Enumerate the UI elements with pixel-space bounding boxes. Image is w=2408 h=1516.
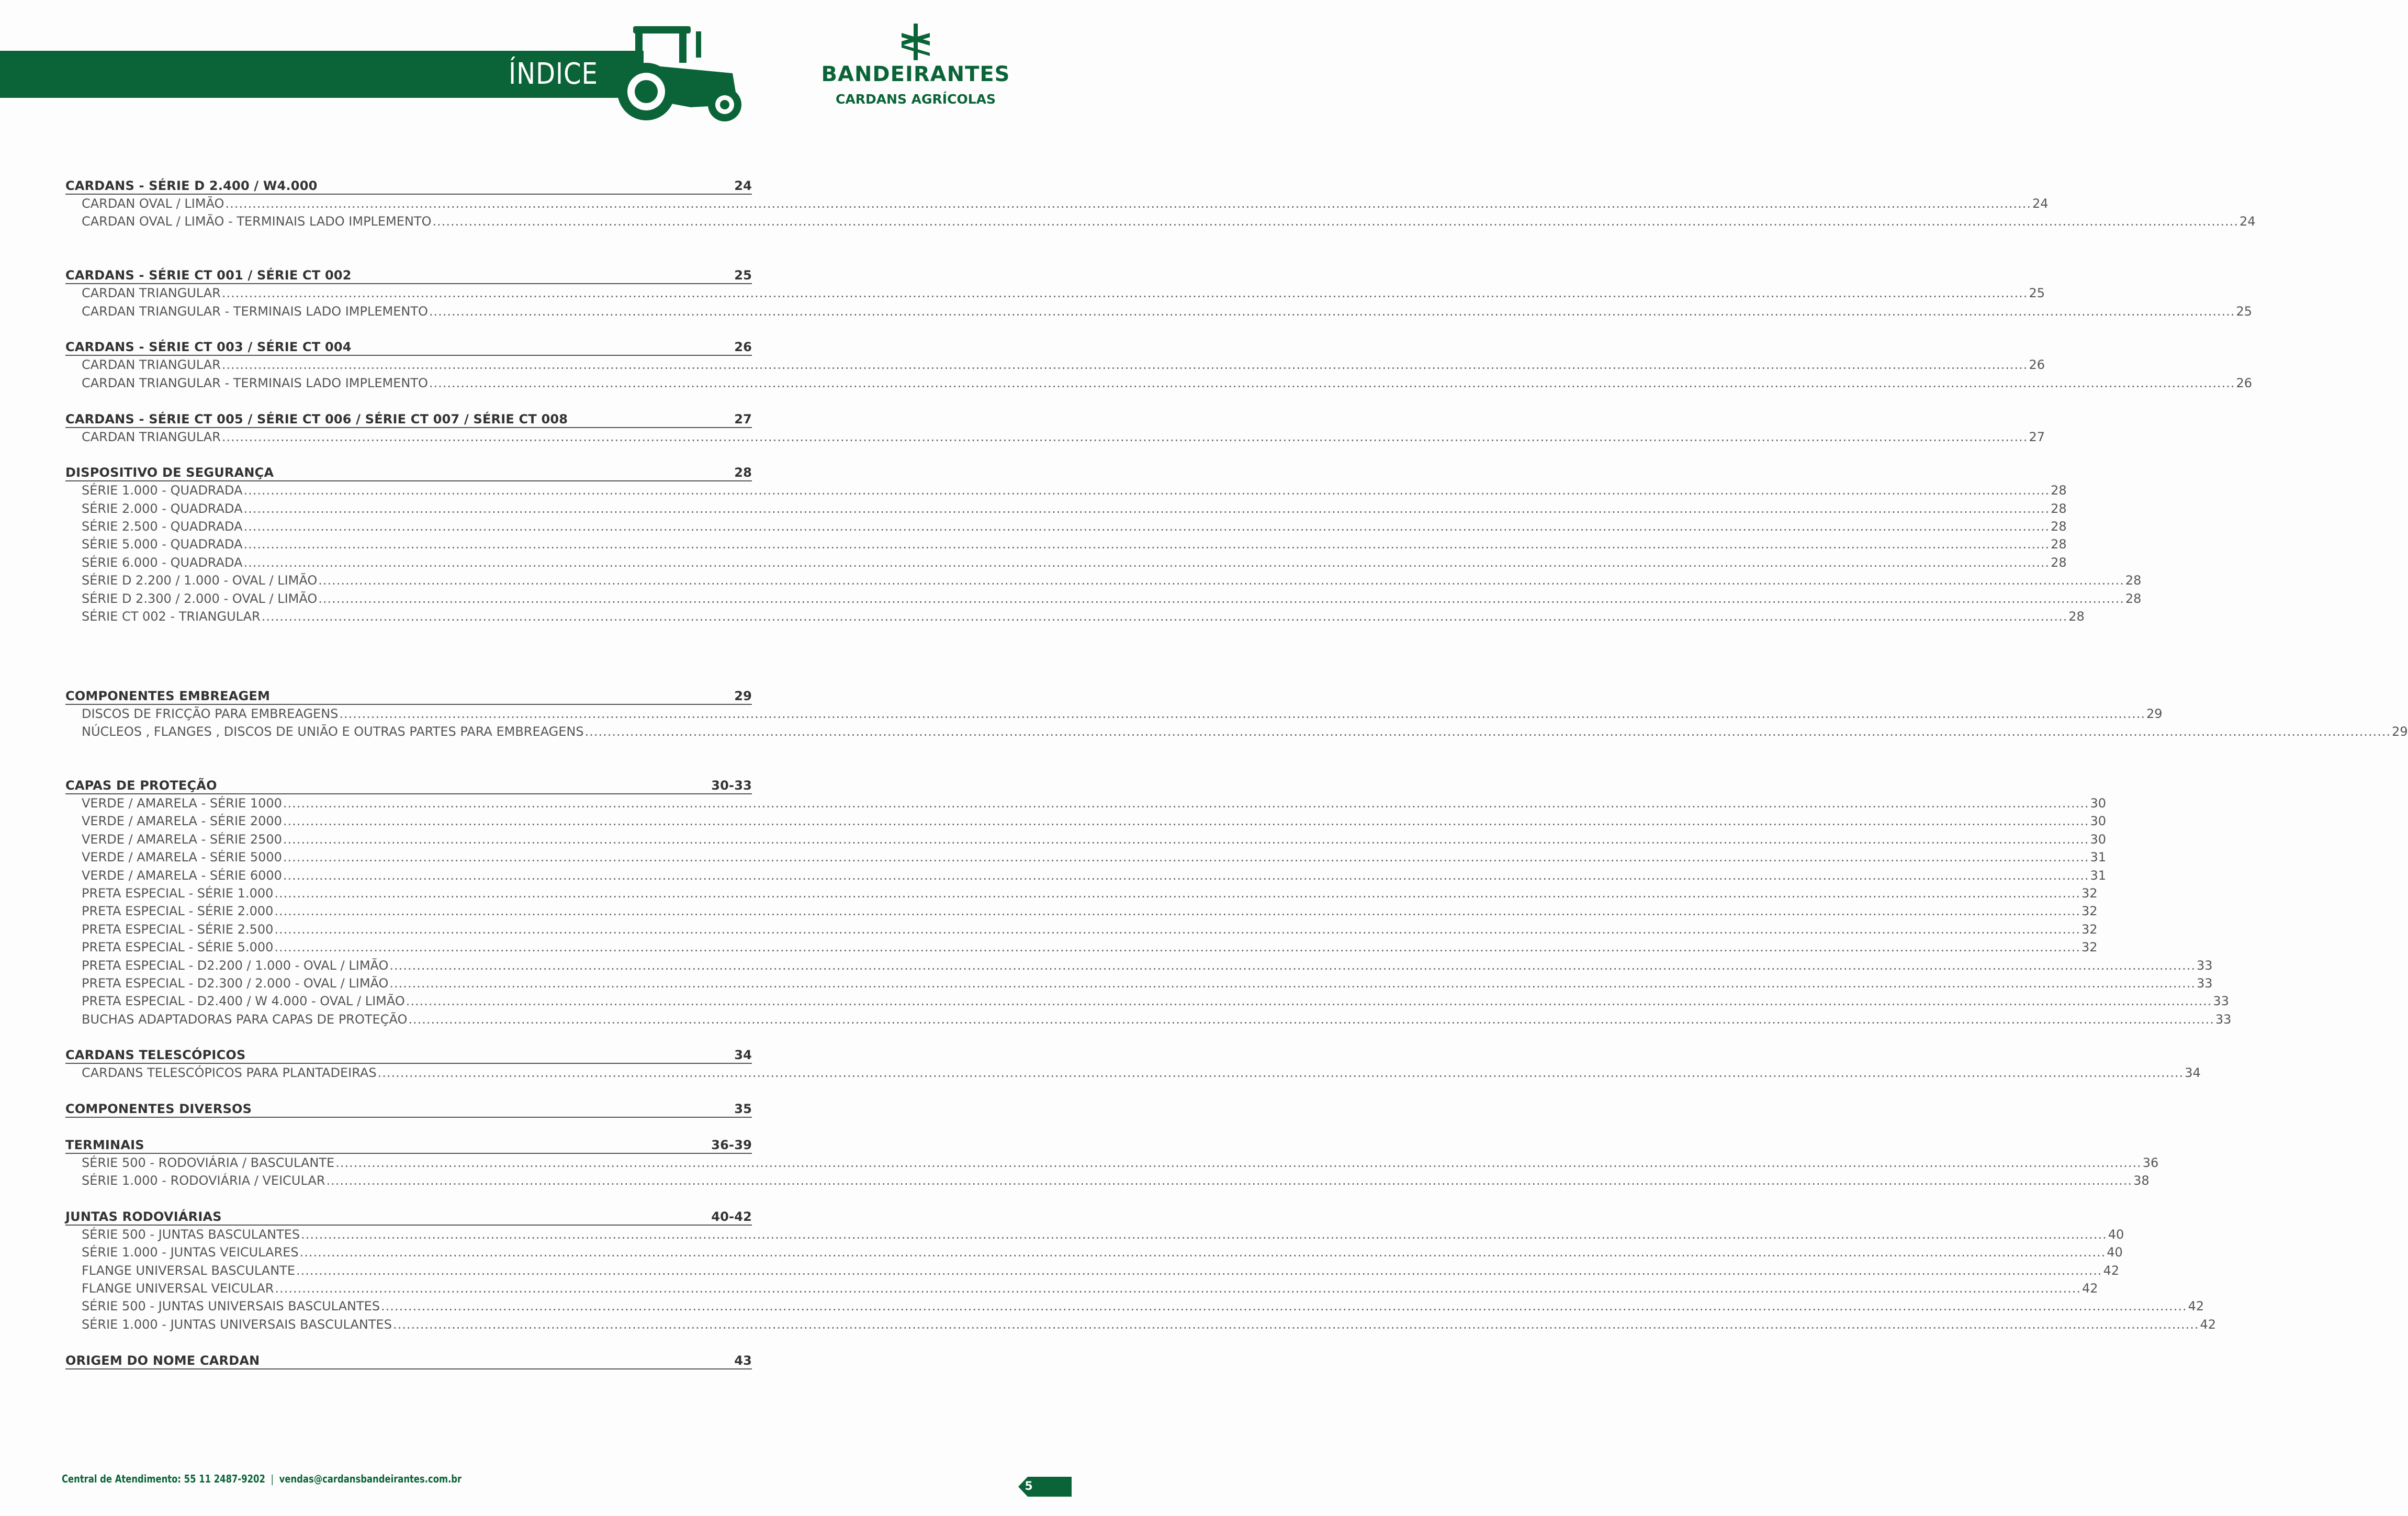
entry-label: VERDE / AMARELA - SÉRIE 2500 xyxy=(82,832,282,847)
entry-page: 42 xyxy=(2200,1317,2216,1332)
entry-label: FLANGE UNIVERSAL VEICULAR xyxy=(82,1281,274,1296)
toc-entry[interactable] xyxy=(65,794,2107,812)
section-title: CARDANS - SÉRIE CT 005 / SÉRIE CT 006 / SÉRIE CT 007 / SÉRIE CT 008 xyxy=(65,411,568,426)
toc-section xyxy=(65,1046,2201,1082)
contact-phone: 2487-9202 xyxy=(213,1473,265,1485)
dot-leader: ................................................................................................................................................................................................................................................................................................................................................................................................................ xyxy=(432,214,2239,229)
entry-page: 31 xyxy=(2090,868,2107,883)
toc-entry[interactable] xyxy=(65,1154,2159,1172)
logo-emblem-icon xyxy=(897,24,934,60)
entry-label: NÚCLEOS , FLANGES , DISCOS DE UNIÃO E OUTRAS PARTES PARA EMBREAGENS xyxy=(82,724,584,739)
toc-entry[interactable] xyxy=(65,830,2107,848)
entry-page: 40 xyxy=(2107,1245,2123,1260)
entry-page: 31 xyxy=(2090,850,2107,865)
dot-leader: ................................................................................................................................................................................................................................................................................................................................................................................................................ xyxy=(274,940,2080,955)
toc-entry[interactable] xyxy=(65,1064,2201,1082)
dot-leader: ................................................................................................................................................................................................................................................................................................................................................................................................................ xyxy=(275,1281,2081,1296)
dot-leader: ................................................................................................................................................................................................................................................................................................................................................................................................................ xyxy=(381,1299,2187,1314)
toc-entry[interactable] xyxy=(65,902,2098,920)
toc-section-heading[interactable] xyxy=(65,777,752,794)
toc-section xyxy=(65,1100,752,1118)
toc-entry[interactable] xyxy=(65,1172,2150,1189)
toc-section-heading[interactable] xyxy=(65,177,752,195)
toc-section-heading[interactable] xyxy=(65,1100,752,1118)
toc-entry[interactable] xyxy=(65,535,2067,553)
entry-page: 38 xyxy=(2133,1173,2150,1188)
toc-entry[interactable] xyxy=(65,212,2256,230)
toc-section-heading[interactable] xyxy=(65,1352,752,1369)
toc-entry[interactable] xyxy=(65,848,2107,866)
entry-label: SÉRIE 5.000 - QUADRADA xyxy=(82,537,243,552)
dot-leader: ................................................................................................................................................................................................................................................................................................................................................................................................................ xyxy=(301,1227,2107,1242)
entry-page: 42 xyxy=(2188,1299,2204,1314)
toc-section-heading[interactable] xyxy=(65,464,752,481)
section-page: 27 xyxy=(734,411,752,426)
section-page: 35 xyxy=(734,1102,752,1117)
toc-entry[interactable] xyxy=(65,1226,2124,1243)
dot-leader: ................................................................................................................................................................................................................................................................................................................................................................................................................ xyxy=(274,885,2080,901)
dot-leader: ................................................................................................................................................................................................................................................................................................................................................................................................................ xyxy=(261,609,2068,624)
toc-entry[interactable] xyxy=(65,1243,2123,1261)
toc-entry[interactable] xyxy=(65,1316,2216,1333)
brand-logo xyxy=(816,24,1015,113)
section-title: COMPONENTES DIVERSOS xyxy=(65,1102,252,1117)
entry-page: 30 xyxy=(2090,832,2107,847)
dot-leader: ................................................................................................................................................................................................................................................................................................................................................................................................................ xyxy=(299,1245,2106,1260)
toc-entry[interactable] xyxy=(65,920,2098,938)
toc-section-heading[interactable] xyxy=(65,1208,752,1226)
section-title: ORIGEM DO NOME CARDAN xyxy=(65,1353,260,1368)
section-title: JUNTAS RODOVIÁRIAS xyxy=(65,1209,222,1224)
toc-entry[interactable] xyxy=(65,884,2098,902)
toc-section-heading[interactable] xyxy=(65,266,752,284)
toc-entry[interactable] xyxy=(65,1279,2098,1297)
entry-label: PRETA ESPECIAL - SÉRIE 5.000 xyxy=(82,940,274,955)
toc-section xyxy=(65,410,2045,446)
page-title: ÍNDICE xyxy=(509,57,598,91)
entry-page: 28 xyxy=(2051,555,2067,570)
entry-label: VERDE / AMARELA - SÉRIE 5000 xyxy=(82,850,282,865)
entry-label: SÉRIE D 2.300 / 2.000 - OVAL / LIMÃO xyxy=(82,591,318,606)
entry-label: BUCHAS ADAPTADORAS PARA CAPAS DE PROTEÇÃO xyxy=(82,1012,408,1027)
entry-label: CARDAN TRIANGULAR - TERMINAIS LADO IMPLEMENTO xyxy=(82,304,428,319)
dot-leader: ................................................................................................................................................................................................................................................................................................................................................................................................................ xyxy=(243,519,2050,534)
section-title: CARDANS - SÉRIE CT 001 / SÉRIE CT 002 xyxy=(65,268,352,283)
toc-entry[interactable] xyxy=(65,1297,2204,1315)
entry-label: PRETA ESPECIAL - D2.200 / 1.000 - OVAL / LIMÃO xyxy=(82,958,389,973)
toc-section xyxy=(65,777,2232,1028)
entry-label: PRETA ESPECIAL - D2.300 / 2.000 - OVAL / LIMÃO xyxy=(82,975,389,991)
entry-label: SÉRIE 500 - JUNTAS BASCULANTES xyxy=(82,1227,300,1242)
entry-label: CARDAN TRIANGULAR xyxy=(82,286,221,301)
toc-entry[interactable] xyxy=(65,1262,2120,1279)
dot-leader: ................................................................................................................................................................................................................................................................................................................................................................................................................ xyxy=(318,573,2124,588)
dot-leader: ................................................................................................................................................................................................................................................................................................................................................................................................................ xyxy=(243,555,2050,570)
page-number: 5 xyxy=(1025,1480,1033,1493)
contact-email[interactable]: vendas@cardansbandeirantes.com.br xyxy=(279,1473,462,1485)
toc-entry[interactable] xyxy=(65,554,2067,571)
entry-page: 28 xyxy=(2125,591,2142,606)
entry-label: VERDE / AMARELA - SÉRIE 2000 xyxy=(82,814,282,829)
dot-leader: ................................................................................................................................................................................................................................................................................................................................................................................................................ xyxy=(283,795,2089,811)
dot-leader: ................................................................................................................................................................................................................................................................................................................................................................................................................ xyxy=(274,904,2080,919)
entry-page: 26 xyxy=(2236,375,2253,390)
entry-label: SÉRIE 1.000 - QUADRADA xyxy=(82,483,243,498)
table-of-contents xyxy=(65,177,2408,1369)
dot-leader: ................................................................................................................................................................................................................................................................................................................................................................................................................ xyxy=(221,357,2028,373)
dot-leader: ................................................................................................................................................................................................................................................................................................................................................................................................................ xyxy=(318,591,2124,606)
toc-section xyxy=(65,1136,2159,1190)
section-title: DISPOSITIVO DE SEGURANÇA xyxy=(65,465,274,480)
entry-page: 33 xyxy=(2196,975,2213,991)
entry-label: SÉRIE 2.500 - QUADRADA xyxy=(82,519,243,534)
section-page: 28 xyxy=(734,465,752,480)
toc-section xyxy=(65,687,2408,741)
entry-page: 40 xyxy=(2108,1227,2124,1242)
entry-page: 28 xyxy=(2125,573,2142,588)
toc-section xyxy=(65,464,2142,625)
toc-entry[interactable] xyxy=(65,356,2045,374)
toc-entry[interactable] xyxy=(65,481,2067,499)
tractor-icon xyxy=(612,21,748,120)
dot-leader: ................................................................................................................................................................................................................................................................................................................................................................................................................ xyxy=(283,832,2089,847)
toc-entry[interactable] xyxy=(65,1010,2232,1028)
entry-page: 34 xyxy=(2185,1065,2201,1081)
toc-section-heading[interactable] xyxy=(65,687,752,705)
entry-label: SÉRIE 1.000 - RODOVIÁRIA / VEICULAR xyxy=(82,1173,325,1188)
toc-section-heading[interactable] xyxy=(65,410,752,428)
toc-section xyxy=(65,266,2253,320)
dot-leader: ................................................................................................................................................................................................................................................................................................................................................................................................................ xyxy=(326,1173,2133,1188)
toc-entry[interactable] xyxy=(65,992,2229,1010)
dot-leader: ................................................................................................................................................................................................................................................................................................................................................................................................................ xyxy=(283,868,2089,883)
toc-entry[interactable] xyxy=(65,428,2045,446)
section-page: 43 xyxy=(734,1353,752,1368)
entry-page: 28 xyxy=(2051,483,2067,498)
toc-section xyxy=(65,1352,752,1369)
toc-section xyxy=(65,1208,2216,1333)
toc-entry[interactable] xyxy=(65,195,2049,212)
entry-label: CARDAN OVAL / LIMÃO xyxy=(82,196,224,211)
toc-entry[interactable] xyxy=(65,590,2142,608)
toc-entry[interactable] xyxy=(65,938,2098,956)
section-page: 36-39 xyxy=(711,1137,752,1152)
section-page: 29 xyxy=(734,688,752,703)
dot-leader: ................................................................................................................................................................................................................................................................................................................................................................................................................ xyxy=(283,850,2089,865)
entry-page: 30 xyxy=(2090,814,2107,829)
section-title: CARDANS - SÉRIE D 2.400 / W4.000 xyxy=(65,178,318,193)
toc-entry[interactable] xyxy=(65,518,2067,535)
toc-entry[interactable] xyxy=(65,723,2408,740)
dot-leader: ................................................................................................................................................................................................................................................................................................................................................................................................................ xyxy=(274,922,2080,937)
section-title: CARDANS TELESCÓPICOS xyxy=(65,1048,246,1063)
dot-leader: ................................................................................................................................................................................................................................................................................................................................................................................................................ xyxy=(429,304,2235,319)
entry-page: 29 xyxy=(2146,706,2163,721)
entry-page: 33 xyxy=(2215,1012,2232,1027)
entry-label: DISCOS DE FRICÇÃO PARA EMBREAGENS xyxy=(82,706,339,721)
entry-label: SÉRIE CT 002 - TRIANGULAR xyxy=(82,609,261,624)
dot-leader: ................................................................................................................................................................................................................................................................................................................................................................................................................ xyxy=(339,706,2145,721)
entry-label: VERDE / AMARELA - SÉRIE 6000 xyxy=(82,868,282,883)
entry-label: SÉRIE 1.000 - JUNTAS VEICULARES xyxy=(82,1245,299,1260)
entry-page: 27 xyxy=(2029,429,2045,444)
entry-label: CARDANS TELESCÓPICOS PARA PLANTADEIRAS xyxy=(82,1065,377,1081)
dot-leader: ................................................................................................................................................................................................................................................................................................................................................................................................................ xyxy=(243,501,2050,516)
entry-page: 29 xyxy=(2392,724,2408,739)
entry-label: SÉRIE 2.000 - QUADRADA xyxy=(82,501,243,516)
entry-page: 28 xyxy=(2068,609,2085,624)
section-page: 24 xyxy=(734,178,752,193)
toc-entry[interactable] xyxy=(65,812,2107,830)
toc-section xyxy=(65,338,2253,392)
entry-label: VERDE / AMARELA - SÉRIE 1000 xyxy=(82,795,282,811)
entry-label: PRETA ESPECIAL - D2.400 / W 4.000 - OVAL / LIMÃO xyxy=(82,994,405,1009)
toc-entry[interactable] xyxy=(65,974,2213,992)
entry-page: 25 xyxy=(2029,286,2045,301)
toc-entry[interactable] xyxy=(65,500,2067,518)
logo-name: BANDEIRANTES xyxy=(821,62,1010,86)
toc-entry[interactable] xyxy=(65,302,2253,320)
entry-label: CARDAN TRIANGULAR xyxy=(82,357,221,373)
section-page: 40-42 xyxy=(711,1209,752,1224)
dot-leader: ................................................................................................................................................................................................................................................................................................................................................................................................................ xyxy=(243,537,2050,552)
toc-entry[interactable] xyxy=(65,867,2107,884)
entry-label: SÉRIE 500 - RODOVIÁRIA / BASCULANTE xyxy=(82,1155,335,1170)
dot-leader: ................................................................................................................................................................................................................................................................................................................................................................................................................ xyxy=(283,814,2089,829)
section-title: CARDANS - SÉRIE CT 003 / SÉRIE CT 004 xyxy=(65,340,352,355)
footer-contact xyxy=(62,1473,462,1485)
dot-leader: ................................................................................................................................................................................................................................................................................................................................................................................................................ xyxy=(225,196,2031,211)
entry-page: 42 xyxy=(2103,1263,2120,1278)
toc-section xyxy=(65,177,2256,231)
entry-label: CARDAN TRIANGULAR - TERMINAIS LADO IMPLEMENTO xyxy=(82,375,428,390)
toc-entry[interactable] xyxy=(65,374,2253,392)
dot-leader: ................................................................................................................................................................................................................................................................................................................................................................................................................ xyxy=(406,994,2212,1009)
entry-page: 32 xyxy=(2081,922,2098,937)
section-title: CAPAS DE PROTEÇÃO xyxy=(65,778,217,793)
dot-leader: ................................................................................................................................................................................................................................................................................................................................................................................................................ xyxy=(221,429,2028,444)
entry-label: FLANGE UNIVERSAL BASCULANTE xyxy=(82,1263,295,1278)
entry-label: SÉRIE 6.000 - QUADRADA xyxy=(82,555,243,570)
dot-leader: ................................................................................................................................................................................................................................................................................................................................................................................................................ xyxy=(408,1012,2214,1027)
entry-label: PRETA ESPECIAL - SÉRIE 1.000 xyxy=(82,885,274,901)
toc-entry[interactable] xyxy=(65,957,2213,974)
section-page: 30-33 xyxy=(711,778,752,793)
entry-label: SÉRIE 500 - JUNTAS UNIVERSAIS BASCULANTES xyxy=(82,1299,380,1314)
toc-entry[interactable] xyxy=(65,705,2163,723)
entry-page: 32 xyxy=(2081,940,2098,955)
entry-page: 32 xyxy=(2081,885,2098,901)
toc-entry[interactable] xyxy=(65,608,2085,625)
entry-page: 33 xyxy=(2196,958,2213,973)
entry-page: 28 xyxy=(2051,519,2067,534)
entry-page: 24 xyxy=(2240,214,2256,229)
entry-label: PRETA ESPECIAL - SÉRIE 2.500 xyxy=(82,922,274,937)
dot-leader: ................................................................................................................................................................................................................................................................................................................................................................................................................ xyxy=(429,375,2235,390)
entry-page: 25 xyxy=(2236,304,2253,319)
dot-leader: ................................................................................................................................................................................................................................................................................................................................................................................................................ xyxy=(335,1155,2142,1170)
entry-page: 42 xyxy=(2082,1281,2098,1296)
toc-entry[interactable] xyxy=(65,284,2045,302)
dot-leader: ................................................................................................................................................................................................................................................................................................................................................................................................................ xyxy=(584,724,2391,739)
entry-page: 28 xyxy=(2051,537,2067,552)
dot-leader: ................................................................................................................................................................................................................................................................................................................................................................................................................ xyxy=(392,1317,2199,1332)
entry-label: SÉRIE 1.000 - JUNTAS UNIVERSAIS BASCULANTES xyxy=(82,1317,392,1332)
dot-leader: ................................................................................................................................................................................................................................................................................................................................................................................................................ xyxy=(243,483,2050,498)
entry-label: CARDAN OVAL / LIMÃO - TERMINAIS LADO IMPLEMENTO xyxy=(82,214,432,229)
section-title: COMPONENTES EMBREAGEM xyxy=(65,688,271,703)
logo-subtitle: CARDANS AGRÍCOLAS xyxy=(836,92,996,107)
section-title: TERMINAIS xyxy=(65,1137,144,1152)
toc-section-heading[interactable] xyxy=(65,1046,752,1064)
section-page: 26 xyxy=(734,340,752,355)
dot-leader: ................................................................................................................................................................................................................................................................................................................................................................................................................ xyxy=(377,1065,2184,1081)
dot-leader: ................................................................................................................................................................................................................................................................................................................................................................................................................ xyxy=(389,975,2196,991)
entry-page: 26 xyxy=(2029,357,2045,373)
toc-entry[interactable] xyxy=(65,571,2142,589)
entry-page: 24 xyxy=(2032,196,2049,211)
entry-label: SÉRIE D 2.200 / 1.000 - OVAL / LIMÃO xyxy=(82,573,318,588)
entry-page: 28 xyxy=(2051,501,2067,516)
entry-label: CARDAN TRIANGULAR xyxy=(82,429,221,444)
dot-leader: ................................................................................................................................................................................................................................................................................................................................................................................................................ xyxy=(296,1263,2102,1278)
section-page: 34 xyxy=(734,1048,752,1063)
entry-page: 36 xyxy=(2142,1155,2159,1170)
entry-page: 30 xyxy=(2090,795,2107,811)
toc-section-heading[interactable] xyxy=(65,338,752,356)
dot-leader: ................................................................................................................................................................................................................................................................................................................................................................................................................ xyxy=(389,958,2196,973)
footer-separator: | xyxy=(271,1473,274,1485)
entry-page: 32 xyxy=(2081,904,2098,919)
section-page: 25 xyxy=(734,268,752,283)
contact-label: Central de Atendimento: 55 11 xyxy=(62,1473,211,1485)
toc-section-heading[interactable] xyxy=(65,1136,752,1154)
entry-page: 33 xyxy=(2213,994,2229,1009)
dot-leader: ................................................................................................................................................................................................................................................................................................................................................................................................................ xyxy=(221,286,2028,301)
entry-label: PRETA ESPECIAL - SÉRIE 2.000 xyxy=(82,904,274,919)
